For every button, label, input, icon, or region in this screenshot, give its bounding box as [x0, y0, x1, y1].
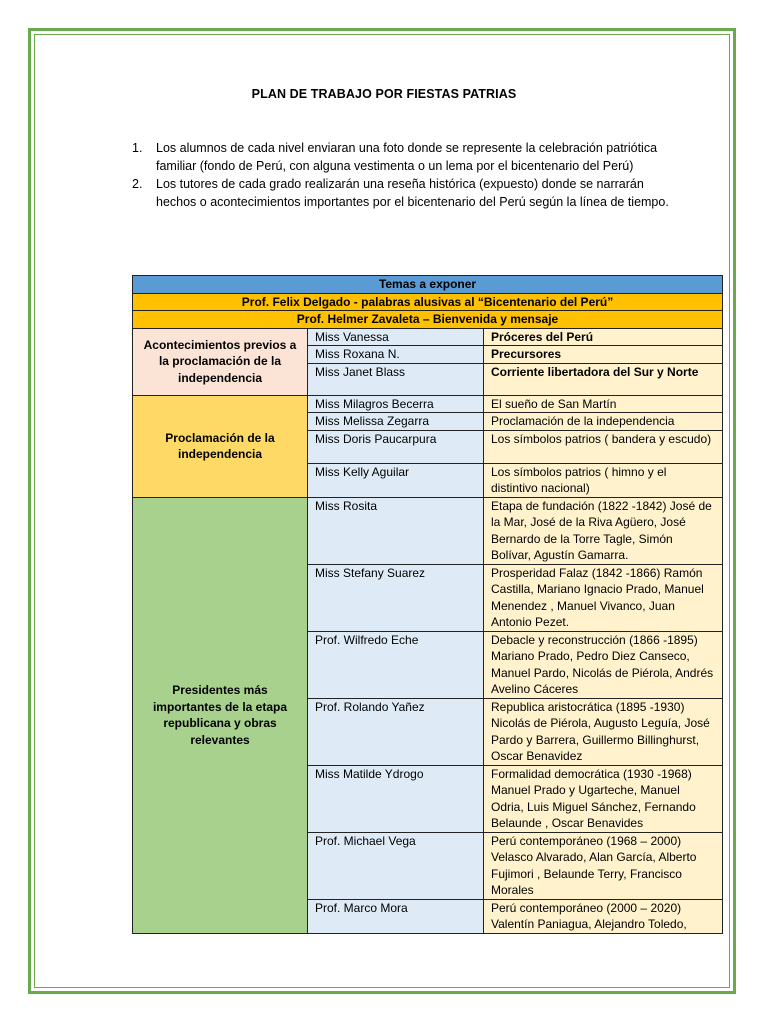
list-item [132, 139, 672, 175]
topic-cell: Prosperidad Falaz (1842 -1866) Ramón Castilla, Mariano Ignacio Prado, Manuel Menendez , Manuel Vivanco, Juan Antonio Pezet. [484, 564, 723, 631]
topic-cell: Precursores [484, 346, 723, 364]
topic-cell: Proclamación de la independencia [484, 413, 723, 431]
teacher-cell: Miss Doris Paucarpura [308, 430, 484, 463]
topic-cell: Republica aristocrática (1895 -1930) Nicolás de Piérola, Augusto Leguía, José Pardo y Barrera, Guillermo Billinghurst, Oscar Benavidez [484, 698, 723, 765]
topic-cell: Los símbolos patrios ( bandera y escudo) [484, 430, 723, 463]
topic-cell: Perú contemporáneo (2000 – 2020) Valentín Paniagua, Alejandro Toledo, [484, 899, 723, 933]
teacher-cell: Miss Stefany Suarez [308, 564, 484, 631]
section-label: Acontecimientos previos a la proclamación de la independencia [133, 328, 308, 395]
table-row [133, 311, 723, 329]
topic-cell: Perú contemporáneo (1968 – 2000) Velasco Alvarado, Alan García, Alberto Fujimori , Belaunde Terry, Francisco Morales [484, 832, 723, 899]
list-item [132, 175, 672, 211]
teacher-cell: Prof. Michael Vega [308, 832, 484, 899]
list-item-number: 1. [132, 141, 143, 155]
page-title: PLAN DE TRABAJO POR FIESTAS PATRIAS [251, 87, 517, 101]
table-row [133, 497, 723, 564]
felix-row: Prof. Felix Delgado - palabras alusivas al “Bicentenario del Perú” [133, 293, 723, 311]
table-row [133, 293, 723, 311]
topics-table [132, 275, 723, 934]
topic-cell: Los símbolos patrios ( himno y el distintivo nacional) [484, 463, 723, 497]
list-item-text: Los alumnos de cada nivel enviaran una foto donde se represente la celebración patriótica familiar (fondo de Perú, con alguna vestimenta o un lema por el bicentenario del Perú) [156, 141, 658, 173]
table-row [133, 395, 723, 413]
topic-cell: El sueño de San Martín [484, 395, 723, 413]
teacher-cell: Miss Matilde Ydrogo [308, 765, 484, 832]
teacher-cell: Miss Kelly Aguilar [308, 463, 484, 497]
teacher-cell: Miss Vanessa [308, 328, 484, 346]
table-row [133, 328, 723, 346]
topic-cell: Etapa de fundación (1822 -1842) José de la Mar, José de la Riva Agüero, José Bernardo de la Torre Tagle, Simón Bolívar, Agustín Gamarra. [484, 497, 723, 564]
instructions-list [132, 139, 672, 211]
topic-cell: Corriente libertadora del Sur y Norte [484, 363, 723, 395]
table-header: Temas a exponer [133, 276, 723, 294]
teacher-cell: Miss Rosita [308, 497, 484, 564]
teacher-cell: Miss Roxana N. [308, 346, 484, 364]
topic-cell: Debacle y reconstrucción (1866 -1895) Mariano Prado, Pedro Diez Canseco, Manuel Pardo, Nicolás de Piérola, Andrés Avelino Cáceres [484, 631, 723, 698]
teacher-cell: Miss Janet Blass [308, 363, 484, 395]
teacher-cell: Prof. Wilfredo Eche [308, 631, 484, 698]
teacher-cell: Miss Milagros Becerra [308, 395, 484, 413]
section-label: Proclamación de la independencia [133, 395, 308, 497]
table-header-row [133, 276, 723, 294]
topic-cell: Formalidad democrática (1930 -1968) Manuel Prado y Ugarteche, Manuel Odria, Luis Miguel Sánchez, Fernando Belaunde , Oscar Benavides [484, 765, 723, 832]
teacher-cell: Miss Melissa Zegarra [308, 413, 484, 431]
helmer-row: Prof. Helmer Zavaleta – Bienvenida y mensaje [133, 311, 723, 329]
list-item-text: Los tutores de cada grado realizarán una reseña histórica (expuesto) donde se narrarán hechos o acontecimientos importantes por el bicentenario del Perú según la línea de tiempo. [156, 177, 669, 209]
section-label: Presidentes más importantes de la etapa republicana y obras relevantes [133, 497, 308, 933]
teacher-cell: Prof. Rolando Yañez [308, 698, 484, 765]
teacher-cell: Prof. Marco Mora [308, 899, 484, 933]
topic-cell: Próceres del Perú [484, 328, 723, 346]
list-item-number: 2. [132, 177, 143, 191]
